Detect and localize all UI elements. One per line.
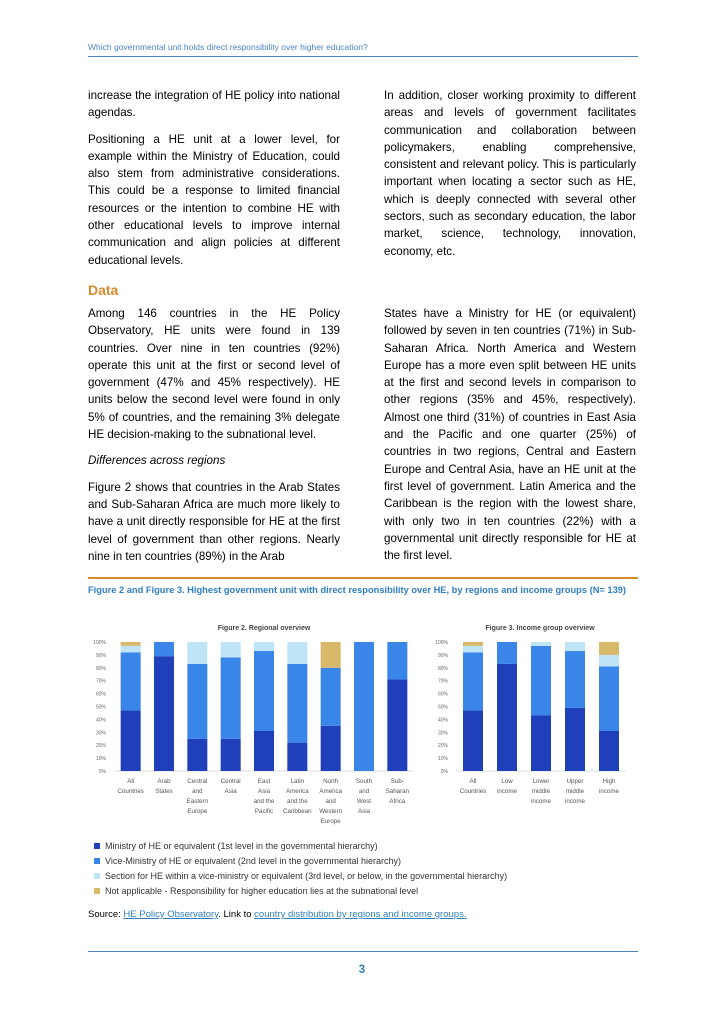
top-right-column: [384, 87, 636, 269]
bar-segment: [497, 642, 517, 664]
bar-segment: [221, 657, 241, 738]
y-tick-label: 90%: [95, 652, 106, 659]
footer-divider: [88, 951, 638, 952]
paragraph: In addition, closer working proximity to different areas and levels of government facilitates communication and collaboration between policymakers, enabling comprehensive, consistent and relevant policy. This is particularly important when locating a sector such as HE, which is deeply connected with several other sectors, such as secondary education, the labor market, science, technology, innovation, economy, etc.: [384, 89, 636, 258]
x-tick-label: middle: [565, 788, 585, 795]
data-right-column: [384, 305, 636, 573]
regional-chart: [93, 625, 414, 825]
bar-segment: [287, 664, 307, 743]
bar-segment: [387, 642, 407, 679]
x-tick-label: Europe: [187, 808, 208, 815]
chart-title: Figure 2. Regional overview: [217, 625, 311, 632]
legend-label: Not applicable - Responsibility for higher education lies at the subnational level: [105, 885, 419, 896]
bar-segment: [254, 731, 274, 771]
bar-segment: [387, 679, 407, 771]
x-tick-label: Central: [187, 778, 208, 785]
bar-segment: [599, 642, 619, 655]
y-tick-label: 30%: [437, 730, 448, 737]
x-tick-label: America: [319, 788, 343, 795]
y-tick-label: 100%: [93, 640, 106, 646]
bar-segment: [154, 656, 174, 771]
bar-segment: [287, 642, 307, 664]
bar-segment: [354, 642, 374, 771]
x-tick-label: Europe: [320, 818, 341, 825]
x-tick-label: Central: [220, 778, 241, 785]
paragraph: Among 146 countries in the HE Policy Observatory, HE units were found in 139 countries. Over nine in ten countries (92%) operate this unit at the first or second level of government (47% and 45% respectively). HE units below the second level were found in only 5% of countries, and the remaining 3% delegate HE decision-making to the subnational level.: [88, 307, 340, 442]
bar-segment: [121, 652, 141, 710]
x-tick-label: income: [565, 798, 585, 805]
bar-segment: [321, 668, 341, 726]
x-tick-label: and: [192, 788, 203, 795]
y-tick-label: 60%: [95, 691, 106, 698]
y-tick-label: 100%: [435, 640, 448, 646]
legend-item: [94, 853, 507, 868]
y-tick-label: 90%: [437, 652, 448, 659]
paragraph: Figure 2 shows that countries in the Arab States and Sub-Saharan Africa are much more likely to have a unit directly responsible for HE at the first level of government than other regions. Nearly nine in ten countries (89%) in the Arab: [88, 480, 340, 563]
bar-segment: [321, 726, 341, 771]
source-middle: . Link to: [218, 909, 255, 920]
bar-segment: [121, 646, 141, 652]
y-tick-label: 0%: [440, 769, 448, 775]
bar-segment: [221, 642, 241, 657]
top-left-column: [88, 87, 340, 278]
x-tick-label: West: [357, 798, 371, 805]
x-tick-label: All: [469, 778, 477, 785]
bar-segment: [154, 642, 174, 656]
legend-swatch: [94, 843, 100, 849]
x-tick-label: Asia: [224, 788, 237, 795]
x-tick-label: Western: [319, 808, 343, 815]
chart-legend: [94, 838, 507, 898]
x-tick-label: Low: [501, 778, 513, 785]
x-tick-label: Caribbean: [283, 808, 312, 815]
y-tick-label: 20%: [437, 743, 448, 750]
x-tick-label: income: [497, 788, 517, 795]
bar-segment: [463, 652, 483, 710]
paragraph: Positioning a HE unit at a lower level, for example within the Ministry of Education, could also stem from administrative considerations. This could be a response to limited financial resources or the intention to combine HE with other educational levels to improve internal communication and align policies at different educational levels.: [88, 132, 340, 267]
figure-divider: [88, 577, 638, 579]
bar-segment: [187, 642, 207, 664]
y-tick-label: 30%: [95, 730, 106, 737]
page-number: 3: [358, 964, 366, 976]
x-tick-label: Sub-: [390, 778, 404, 785]
chart-title: Figure 3. Income group overview: [485, 625, 595, 632]
source-line: [88, 909, 466, 920]
x-tick-label: South: [355, 778, 373, 785]
x-tick-label: Asia: [257, 788, 271, 795]
charts-canvas: [88, 622, 638, 834]
legend-item: [94, 838, 507, 853]
legend-label: Vice-Ministry of HE or equivalent (2nd level in the governmental hierarchy): [105, 855, 401, 866]
x-tick-label: and: [325, 798, 336, 805]
x-tick-label: Saharan: [385, 788, 410, 795]
source-prefix: Source:: [88, 909, 124, 920]
bar-segment: [287, 743, 307, 771]
header-divider: [88, 56, 638, 57]
x-tick-label: Countries: [117, 788, 144, 795]
y-tick-label: 60%: [437, 691, 448, 698]
y-tick-label: 40%: [437, 717, 448, 724]
x-tick-label: North: [323, 778, 339, 785]
x-tick-label: and: [358, 788, 370, 795]
figure-caption: Figure 2 and Figure 3. Highest government unit with direct responsibility over HE, by regions and income groups (N= 139): [88, 585, 627, 595]
y-tick-label: 40%: [95, 717, 106, 724]
y-tick-label: 10%: [437, 756, 448, 763]
paragraph: States have a Ministry for HE (or equivalent) followed by seven in ten countries (71%) in Sub-Saharan Africa. North America and Western Europe has a more even split between HE units at the first and second levels in comparison to other regions (35% and 45%, respectively). Almost one third (31%) of countries in East Asia and the Pacific and one quarter (25%) of countries in two regions, Central and Eastern Europe and Central Asia, have an HE unit at the first level of government. Latin America and the Caribbean is the region with the lowest share, with only two in ten countries (22%) with a governmental unit directly responsible for HE at the first level.: [384, 307, 636, 563]
y-tick-label: 50%: [437, 704, 448, 711]
bar-segment: [565, 708, 585, 771]
bar-segment: [187, 664, 207, 739]
y-tick-label: 80%: [437, 665, 448, 672]
bar-segment: [531, 646, 551, 716]
x-tick-label: and the: [287, 798, 308, 805]
x-tick-label: Latin: [290, 778, 305, 785]
x-tick-label: High: [602, 778, 616, 785]
x-tick-label: Africa: [389, 798, 406, 805]
bar-segment: [121, 710, 141, 771]
paragraph: increase the integration of HE policy into national agendas.: [88, 89, 340, 120]
x-tick-label: Asia: [357, 808, 371, 815]
legend-swatch: [94, 873, 100, 879]
bar-segment: [565, 642, 585, 651]
running-header: Which governmental unit holds direct responsibility over higher education?: [88, 42, 368, 52]
x-tick-label: income: [599, 788, 619, 795]
x-tick-label: States: [155, 788, 173, 795]
x-tick-label: middle: [531, 788, 551, 795]
x-tick-label: Arab: [157, 778, 171, 785]
bar-segment: [463, 646, 483, 652]
legend-label: Ministry of HE or equivalent (1st level in the governmental hierarchy): [105, 840, 378, 851]
bar-segment: [599, 655, 619, 667]
legend-item: [94, 868, 507, 883]
bar-segment: [565, 651, 585, 708]
bar-segment: [254, 651, 274, 731]
bar-segment: [463, 710, 483, 771]
legend-item: [94, 883, 507, 898]
y-tick-label: 80%: [95, 665, 106, 672]
x-tick-label: income: [531, 798, 551, 805]
bar-segment: [463, 642, 483, 646]
section-title: Data: [88, 282, 119, 298]
x-tick-label: Pacific: [254, 808, 274, 815]
bar-segment: [321, 642, 341, 668]
y-tick-label: 70%: [95, 678, 106, 685]
distribution-link[interactable]: country distribution by regions and income groups.: [254, 909, 467, 920]
observatory-link[interactable]: HE Policy Observatory: [123, 909, 219, 920]
legend-label: Section for HE within a vice-ministry or equivalent (3rd level, or below, in the governmental hierarchy): [105, 870, 508, 881]
x-tick-label: Countries: [459, 788, 487, 795]
x-tick-label: America: [285, 788, 309, 795]
x-tick-label: and the: [253, 798, 275, 805]
x-tick-label: Eastern: [186, 798, 208, 805]
x-tick-label: Lower: [532, 778, 550, 785]
bar-segment: [254, 642, 274, 651]
bar-segment: [531, 642, 551, 646]
bar-segment: [121, 642, 141, 646]
x-tick-label: Upper: [566, 778, 584, 785]
x-tick-label: East: [257, 778, 271, 785]
subheading: Differences across regions: [88, 454, 226, 468]
bar-segment: [599, 667, 619, 732]
bar-segment: [221, 739, 241, 771]
y-tick-label: 50%: [95, 704, 106, 711]
x-tick-label: All: [127, 778, 135, 785]
y-tick-label: 70%: [437, 678, 448, 685]
y-tick-label: 0%: [98, 769, 106, 775]
data-left-column: [88, 305, 340, 574]
y-tick-label: 10%: [95, 756, 106, 763]
bar-segment: [187, 739, 207, 771]
bar-segment: [497, 664, 517, 771]
legend-swatch: [94, 888, 100, 894]
bar-segment: [599, 731, 619, 771]
legend-swatch: [94, 858, 100, 864]
y-tick-label: 20%: [95, 743, 106, 750]
bar-segment: [531, 716, 551, 771]
income-chart: [435, 625, 626, 805]
